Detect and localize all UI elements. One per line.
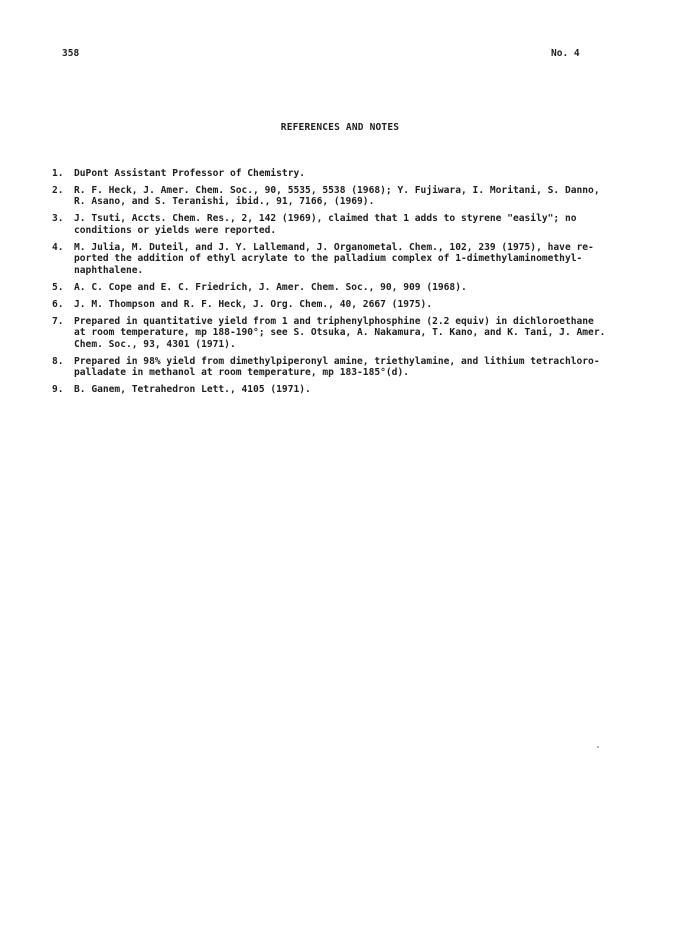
reference-text: J. M. Thompson and R. F. Heck, J. Org. Chem., 40, 2667 (1975). xyxy=(74,298,433,310)
issue-number: No. 4 xyxy=(551,48,580,59)
reference-5 xyxy=(52,282,627,294)
scan-speck xyxy=(597,746,599,748)
reference-4 xyxy=(52,242,627,277)
reference-text: Prepared in 98% yield from dimethylpiperonyl amine, triethylamine, and lithium tetrachloro- palladate in methanol at room temperature, mp 183-185°(d). xyxy=(74,355,600,379)
reference-number: 2. xyxy=(52,184,64,196)
reference-9 xyxy=(52,384,627,396)
reference-2 xyxy=(52,185,627,208)
reference-text: M. Julia, M. Duteil, and J. Y. Lallemand, J. Organometal. Chem., 102, 239 (1975), have re- ported the addition of ethyl acrylate to the palladium complex of 1-dimethylaminomethyl- naphthalene. xyxy=(74,241,594,277)
reference-number: 3. xyxy=(52,213,64,225)
reference-text: DuPont Assistant Professor of Chemistry. xyxy=(74,168,306,179)
reference-text: J. Tsuti, Accts. Chem. Res., 2, 142 (1969), claimed that 1 adds to styrene "easily"; no conditions or yields were reported. xyxy=(74,213,577,236)
reference-text: A. C. Cope and E. C. Friedrich, J. Amer. Chem. Soc., 90, 909 (1968). xyxy=(74,281,467,293)
reference-number: 8. xyxy=(52,355,64,367)
reference-number: 4. xyxy=(52,241,64,253)
reference-8 xyxy=(52,356,627,379)
references-heading: REFERENCES AND NOTES xyxy=(280,122,400,133)
reference-text: B. Ganem, Tetrahedron Lett., 4105 (1971). xyxy=(74,384,311,396)
page-number: 358 xyxy=(62,48,80,59)
reference-list xyxy=(52,168,627,401)
reference-3 xyxy=(52,213,627,236)
reference-number: 7. xyxy=(52,315,64,327)
reference-text: Prepared in quantitative yield from 1 and triphenylphosphine (2.2 equiv) in dichloroethane at room temperature, mp 188-190°; see S. Otsuka, A. Nakamura, T. Kano, and K. Tani, J. Amer. Chem. Soc., 93, 4301 (1971). xyxy=(74,315,606,350)
reference-number: 6. xyxy=(52,298,64,310)
reference-number: 5. xyxy=(52,281,64,293)
reference-7 xyxy=(52,316,627,351)
reference-text: R. F. Heck, J. Amer. Chem. Soc., 90, 5535, 5538 (1968); Y. Fujiwara, I. Moritani, S. Danno, R. Asano, and S. Teranishi, ibid., 91, 7166, (1969). xyxy=(74,184,600,208)
reference-number: 9. xyxy=(52,384,64,396)
reference-number: 1. xyxy=(52,168,64,179)
reference-1 xyxy=(52,168,627,180)
reference-6 xyxy=(52,299,627,311)
